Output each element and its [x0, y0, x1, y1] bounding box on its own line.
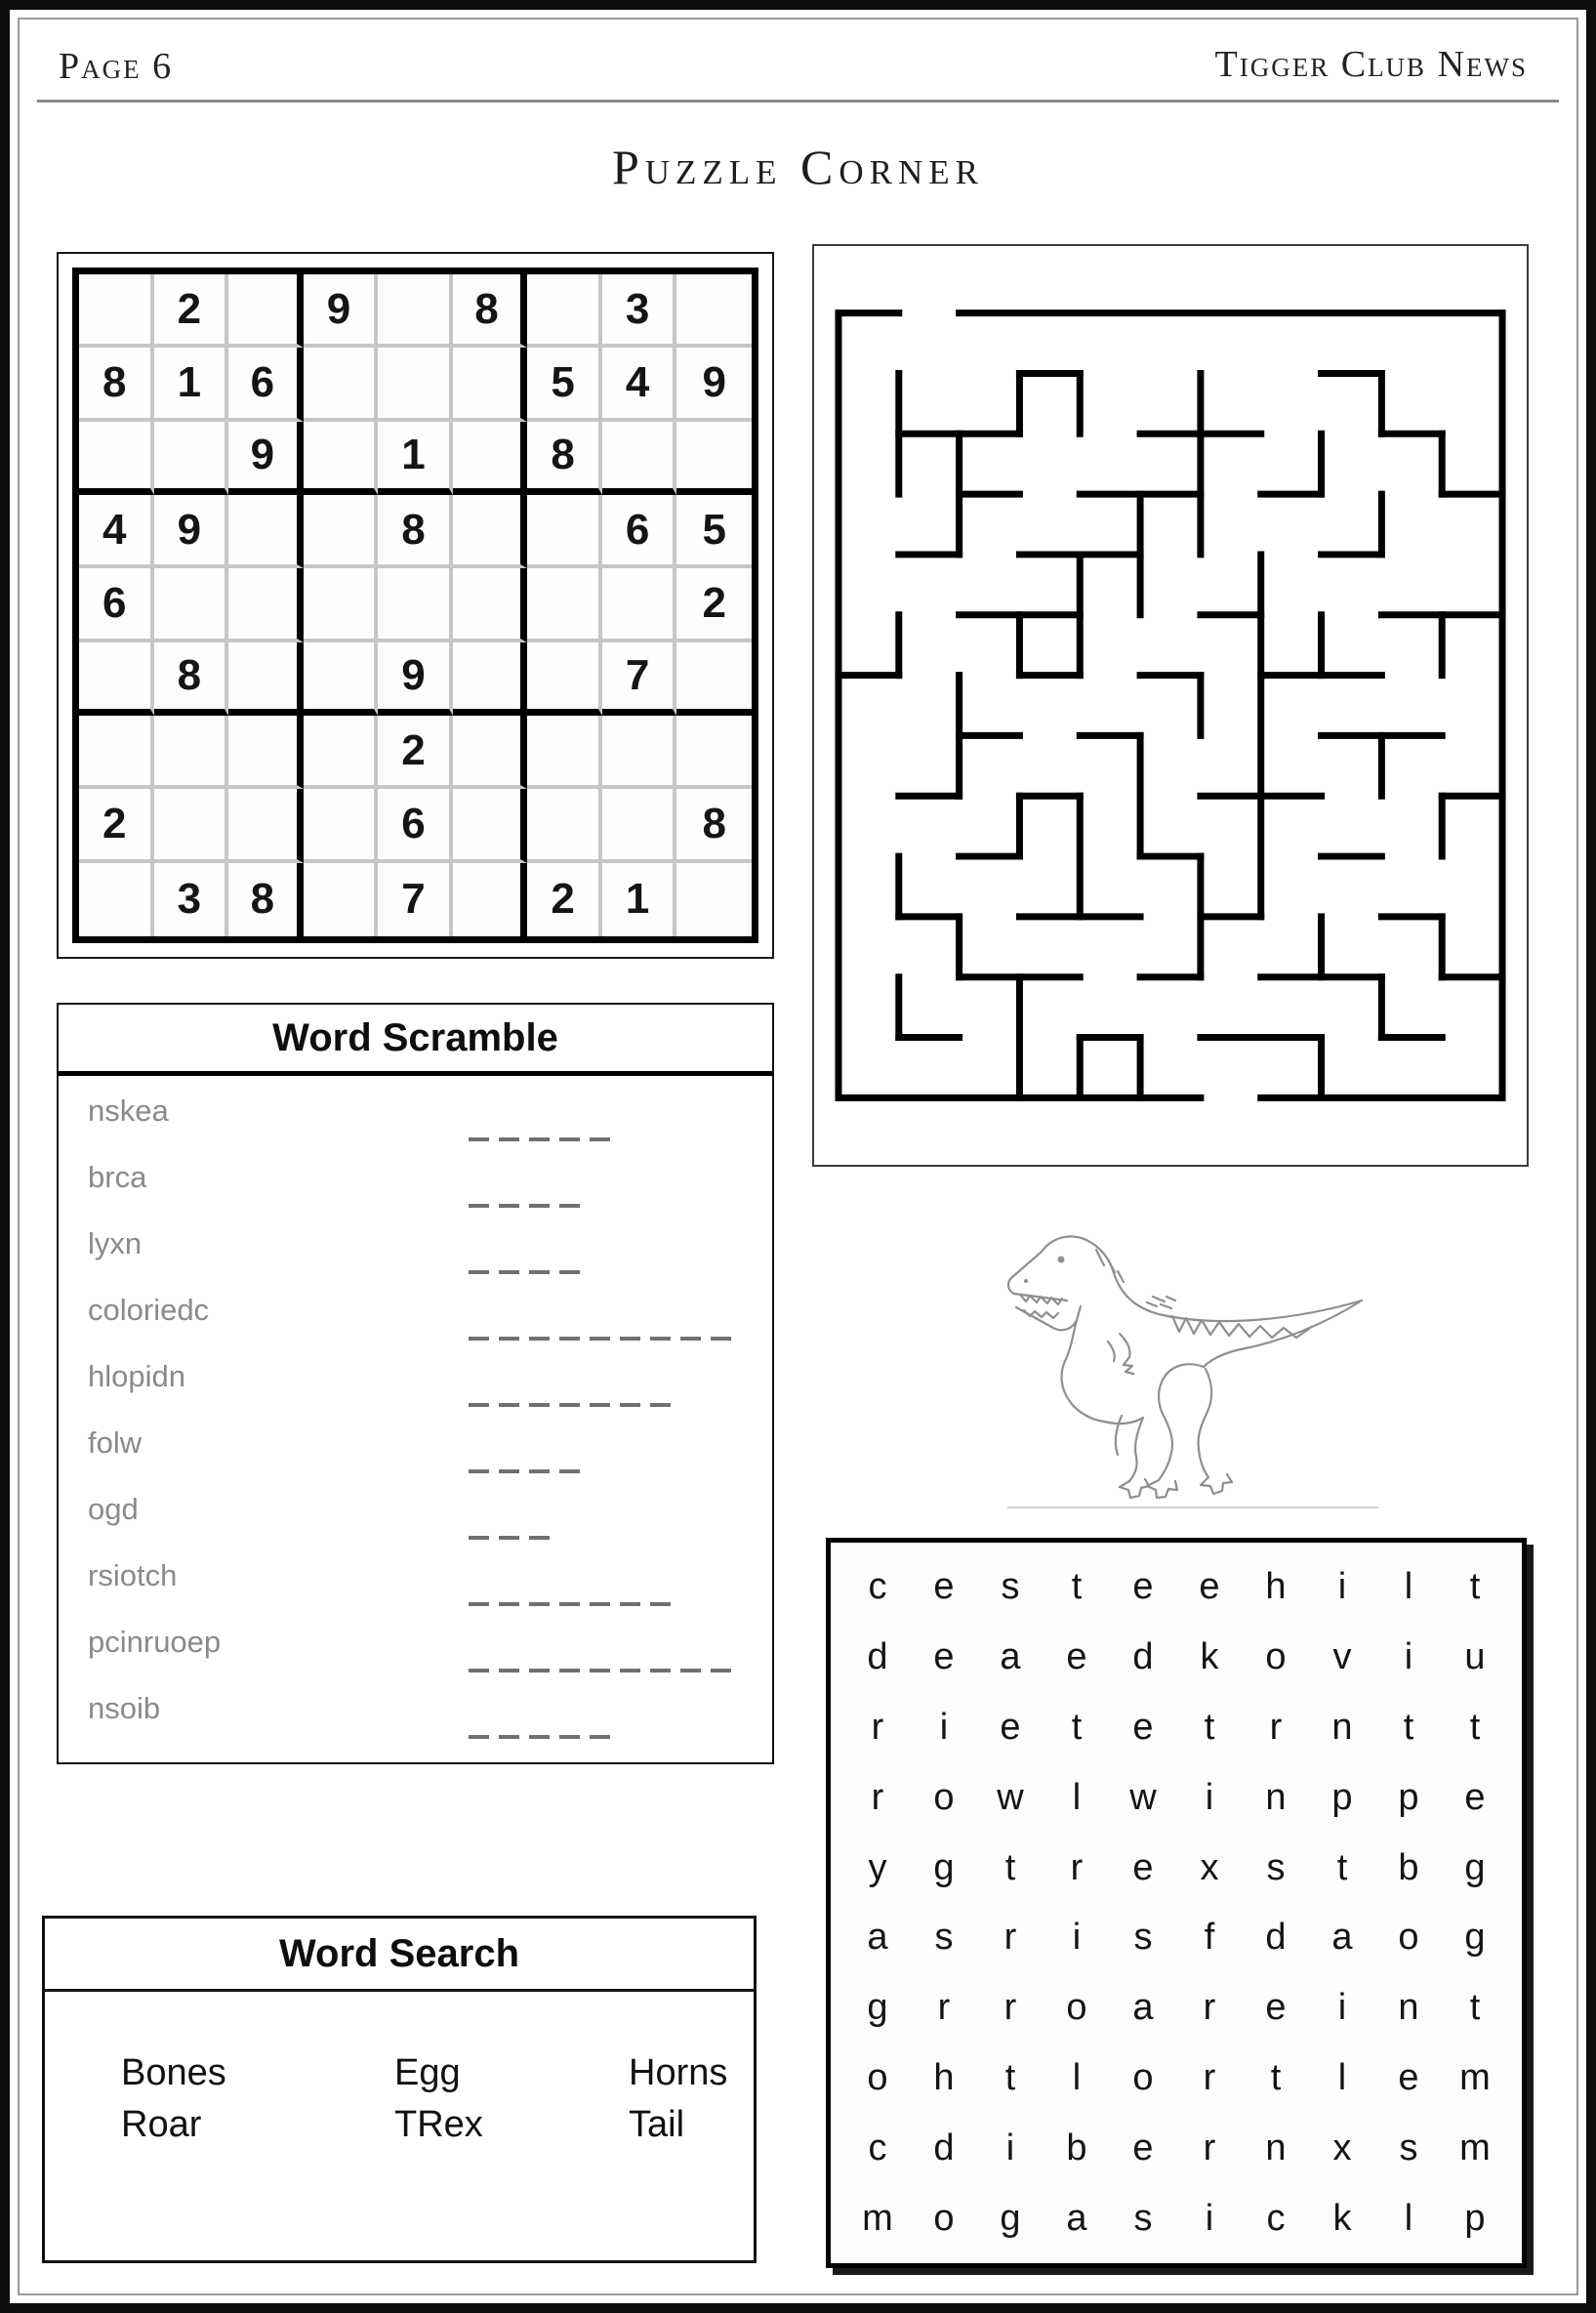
word-search-letter: w	[997, 1776, 1024, 1818]
answer-blank-dash	[499, 1130, 519, 1141]
scrambled-word: nskea	[88, 1094, 169, 1128]
word-search-word: Tail	[629, 2104, 685, 2145]
sudoku-cell: 6	[79, 568, 154, 641]
sudoku-cell	[527, 642, 602, 716]
trex-illustration	[971, 1207, 1381, 1506]
sudoku-cell: 6	[228, 348, 304, 421]
answer-blank-dash	[590, 1329, 610, 1341]
sudoku-cell: 4	[602, 348, 677, 421]
word-search-letter: r	[1203, 1987, 1216, 2029]
answer-blank-dash	[590, 1395, 610, 1407]
word-search-letter: o	[867, 2056, 888, 2098]
word-search-letter: u	[1464, 1636, 1486, 1678]
word-search-letter: e	[1000, 1706, 1021, 1748]
sudoku-cell: 9	[304, 274, 379, 348]
answer-blank-dash	[529, 1594, 550, 1606]
word-search-letter: r	[1203, 2127, 1216, 2168]
header-divider	[37, 100, 1559, 103]
word-search-letter: e	[1265, 1987, 1287, 2029]
word-search-letter: o	[1265, 1636, 1287, 1678]
sudoku-cell: 2	[378, 716, 453, 789]
word-search-letter: p	[1464, 2197, 1486, 2239]
maze-svg	[829, 264, 1512, 1147]
word-search-header	[45, 1919, 754, 1992]
word-search-letter: h	[933, 2056, 955, 2098]
word-search-letter: g	[1464, 1846, 1486, 1888]
word-search-letter: b	[1398, 1846, 1419, 1888]
word-search-letter: a	[1000, 1636, 1021, 1678]
answer-blank-dash	[469, 1196, 489, 1208]
word-search-letter: o	[1398, 1917, 1419, 1959]
sudoku-cell	[453, 789, 528, 862]
word-search-letter: w	[1129, 1776, 1157, 1818]
sudoku-cell	[453, 422, 528, 495]
word-search-letter: m	[1459, 2127, 1491, 2168]
answer-blank-dash	[469, 1462, 489, 1473]
answer-blank-dash	[590, 1594, 610, 1606]
sudoku-cell	[304, 422, 379, 495]
word-search-letter: v	[1332, 1636, 1352, 1678]
word-search-letter: r	[1003, 1987, 1017, 2029]
answer-blank-dash	[711, 1661, 731, 1673]
scrambled-word: nsoib	[88, 1691, 161, 1725]
sudoku-cell: 1	[378, 422, 453, 495]
scrambled-word: lyxn	[88, 1226, 143, 1260]
word-search-letter: n	[1398, 1987, 1419, 2029]
page-number: Page 6	[59, 46, 174, 87]
sudoku-cell: 9	[378, 642, 453, 716]
sudoku-cell	[79, 422, 154, 495]
answer-blank-dash	[590, 1661, 610, 1673]
answer-blank-dash	[469, 1661, 489, 1673]
word-scramble-item	[59, 1486, 772, 1552]
word-search-letter: m	[862, 2197, 893, 2239]
answer-blank-dash	[650, 1395, 671, 1407]
answer-blank-dash	[680, 1329, 701, 1341]
word-search-letter: l	[1404, 2197, 1413, 2239]
answer-blank-dash	[499, 1594, 519, 1606]
answer-blank-dash	[650, 1594, 671, 1606]
sudoku-cell: 2	[676, 568, 752, 641]
answer-blank-dash	[529, 1528, 550, 1540]
answer-blanks	[469, 1726, 620, 1744]
word-search-letter: e	[1132, 1706, 1154, 1748]
word-search-letter: a	[1331, 1917, 1353, 1959]
word-search-letter: d	[1265, 1917, 1287, 1959]
sudoku-cell	[228, 274, 304, 348]
word-search-letter: a	[1132, 1987, 1154, 2029]
scrambled-word: brca	[88, 1160, 147, 1194]
sudoku-cell	[378, 348, 453, 421]
word-search-letter: x	[1200, 1846, 1219, 1888]
answer-blanks	[469, 1129, 620, 1146]
word-search-letter: r	[1003, 1917, 1017, 1959]
word-scramble-title: Word Scramble	[272, 1015, 558, 1059]
word-scramble-item	[59, 1287, 772, 1353]
word-search-title: Word Search	[279, 1931, 519, 1975]
scrambled-word: rsiotch	[88, 1558, 178, 1592]
word-search-letter: h	[1265, 1566, 1287, 1608]
answer-blank-dash	[469, 1528, 489, 1540]
sudoku-cell	[453, 716, 528, 789]
sudoku-cell	[79, 642, 154, 716]
sudoku-cell	[228, 789, 304, 862]
word-search-letter: i	[1005, 2127, 1015, 2168]
answer-blank-dash	[559, 1727, 580, 1739]
word-scramble-item	[59, 1420, 772, 1486]
word-search-letter: e	[1132, 2127, 1154, 2168]
sudoku-cell	[228, 568, 304, 641]
word-search-grid	[826, 1538, 1527, 2268]
sudoku-cell: 8	[154, 642, 229, 716]
sudoku-cell: 2	[527, 863, 602, 936]
word-search-letter: l	[1404, 1566, 1413, 1608]
sudoku-cell	[228, 642, 304, 716]
word-search-letter: i	[1404, 1636, 1413, 1678]
answer-blank-dash	[590, 1130, 610, 1141]
sudoku-cell	[304, 348, 379, 421]
word-search-letter: s	[1001, 1566, 1020, 1608]
word-search-letter: c	[868, 2127, 887, 2168]
answer-blank-dash	[529, 1262, 550, 1274]
answer-blank-dash	[590, 1727, 610, 1739]
sudoku-cell	[378, 568, 453, 641]
sudoku-cell	[453, 863, 528, 936]
sudoku-cell	[378, 274, 453, 348]
word-search-letter: t	[1270, 2056, 1282, 2098]
sudoku-cell	[304, 789, 379, 862]
answer-blanks	[469, 1461, 590, 1478]
word-search-letter: d	[867, 1636, 888, 1678]
sudoku-cell	[228, 716, 304, 789]
word-search-letter: t	[1469, 1706, 1481, 1748]
word-search-letter: f	[1204, 1917, 1215, 1959]
sudoku-cell	[527, 495, 602, 568]
answer-blank-dash	[469, 1329, 489, 1341]
sudoku-cell: 1	[154, 348, 229, 421]
word-search-letter: k	[1332, 2197, 1352, 2239]
sudoku-grid	[72, 268, 758, 943]
sudoku-cell	[527, 568, 602, 641]
dino-divider	[1007, 1507, 1378, 1508]
sudoku-cell	[79, 274, 154, 348]
word-scramble-panel	[57, 1003, 774, 1764]
word-search-letter: t	[1204, 1706, 1215, 1748]
answer-blank-dash	[529, 1329, 550, 1341]
sudoku-cell	[228, 495, 304, 568]
answer-blank-dash	[711, 1329, 731, 1341]
answer-blank-dash	[529, 1395, 550, 1407]
answer-blanks	[469, 1527, 559, 1545]
word-search-word: Horns	[629, 2052, 728, 2093]
sudoku-cell: 8	[527, 422, 602, 495]
word-search-letter: r	[1070, 1846, 1084, 1888]
sudoku-cell: 8	[378, 495, 453, 568]
word-search-letter: t	[1004, 2056, 1016, 2098]
answer-blanks	[469, 1660, 741, 1677]
answer-blank-dash	[529, 1727, 550, 1739]
word-search-letter: i	[1205, 2197, 1214, 2239]
answer-blank-dash	[559, 1262, 580, 1274]
word-scramble-item	[59, 1088, 772, 1154]
answer-blank-dash	[499, 1395, 519, 1407]
answer-blank-dash	[620, 1594, 640, 1606]
answer-blank-dash	[529, 1462, 550, 1473]
sudoku-cell: 9	[676, 348, 752, 421]
word-search-letter: i	[1072, 1917, 1082, 1959]
answer-blanks	[469, 1394, 680, 1412]
word-search-letter: i	[1337, 1987, 1347, 2029]
word-search-letter: t	[1071, 1706, 1083, 1748]
answer-blank-dash	[559, 1462, 580, 1473]
scrambled-word: hlopidn	[88, 1359, 185, 1393]
word-search-letter: e	[933, 1636, 955, 1678]
sudoku-cell	[676, 422, 752, 495]
word-search-letter: x	[1332, 2127, 1352, 2168]
word-scramble-item	[59, 1353, 772, 1420]
sudoku-cell	[602, 716, 677, 789]
sudoku-cell	[602, 789, 677, 862]
word-search-word: TRex	[394, 2104, 483, 2145]
word-scramble-item	[59, 1220, 772, 1287]
word-search-letter: p	[1331, 1776, 1353, 1818]
word-search-word-list	[45, 1992, 754, 2146]
word-search-letter: m	[1459, 2056, 1491, 2098]
word-search-letter: e	[1199, 1566, 1220, 1608]
word-search-letter: t	[1469, 1987, 1481, 2029]
sudoku-cell: 6	[602, 495, 677, 568]
answer-blank-dash	[620, 1395, 640, 1407]
sudoku-cell: 9	[228, 422, 304, 495]
word-search-letter: y	[868, 1846, 887, 1888]
answer-blanks	[469, 1261, 590, 1279]
word-search-letter: g	[867, 1987, 888, 2029]
word-scramble-item	[59, 1685, 772, 1752]
sudoku-cell	[453, 642, 528, 716]
sudoku-cell: 2	[154, 274, 229, 348]
sudoku-cell	[304, 642, 379, 716]
answer-blanks	[469, 1328, 741, 1345]
answer-blank-dash	[529, 1661, 550, 1673]
answer-blank-dash	[499, 1462, 519, 1473]
word-scramble-item	[59, 1619, 772, 1685]
sudoku-cell	[676, 716, 752, 789]
answer-blank-dash	[499, 1661, 519, 1673]
word-search-letter: c	[1266, 2197, 1286, 2239]
sudoku-cell	[154, 568, 229, 641]
answer-blank-dash	[559, 1130, 580, 1141]
word-search-letter: t	[1469, 1566, 1481, 1608]
word-scramble-header	[59, 1005, 772, 1076]
word-search-letter: g	[1000, 2197, 1021, 2239]
answer-blank-dash	[650, 1329, 671, 1341]
word-search-letter: e	[1464, 1776, 1486, 1818]
word-search-letter: d	[933, 2127, 955, 2168]
word-search-letter: s	[934, 1917, 954, 1959]
sudoku-cell	[602, 422, 677, 495]
word-search-letter: o	[1066, 1987, 1087, 2029]
sudoku-cell: 3	[154, 863, 229, 936]
sudoku-cell	[453, 348, 528, 421]
word-search-letter: e	[933, 1566, 955, 1608]
answer-blank-dash	[529, 1130, 550, 1141]
sudoku-cell: 2	[79, 789, 154, 862]
word-search-letter: l	[1072, 1776, 1082, 1818]
answer-blank-dash	[529, 1196, 550, 1208]
word-search-letter: r	[1269, 1706, 1283, 1748]
word-search-letter: l	[1337, 2056, 1347, 2098]
sudoku-cell: 5	[676, 495, 752, 568]
scrambled-word: folw	[88, 1425, 143, 1460]
sudoku-cell	[304, 716, 379, 789]
answer-blank-dash	[469, 1262, 489, 1274]
answer-blank-dash	[499, 1196, 519, 1208]
sudoku-cell: 8	[79, 348, 154, 421]
word-search-letter: k	[1200, 1636, 1219, 1678]
sudoku-cell	[154, 789, 229, 862]
word-search-letter: n	[1331, 1706, 1353, 1748]
answer-blank-dash	[559, 1196, 580, 1208]
word-search-letter: n	[1265, 1776, 1287, 1818]
page-title: Puzzle Corner	[611, 140, 985, 194]
answer-blanks	[469, 1593, 680, 1611]
word-search-letter: e	[1132, 1566, 1154, 1608]
word-search-letter: t	[1071, 1566, 1083, 1608]
sudoku-cell: 9	[154, 495, 229, 568]
word-search-letter: i	[939, 1706, 949, 1748]
sudoku-cell: 3	[602, 274, 677, 348]
sudoku-cell	[676, 863, 752, 936]
word-search-letter: t	[1004, 1846, 1016, 1888]
word-scramble-item	[59, 1154, 772, 1220]
sudoku-cell	[527, 789, 602, 862]
word-search-letter: g	[933, 1846, 955, 1888]
sudoku-cell	[304, 568, 379, 641]
sudoku-puzzle	[57, 252, 774, 959]
word-search-letter: e	[1066, 1636, 1087, 1678]
sudoku-cell	[602, 568, 677, 641]
answer-blank-dash	[499, 1528, 519, 1540]
sudoku-cell: 4	[79, 495, 154, 568]
word-search-letter: b	[1066, 2127, 1087, 2168]
word-search-letter: r	[871, 1706, 884, 1748]
answer-blank-dash	[469, 1727, 489, 1739]
word-search-panel	[42, 1916, 757, 2263]
word-search-letter: d	[1132, 1636, 1154, 1678]
sudoku-cell: 8	[228, 863, 304, 936]
sudoku-cell: 1	[602, 863, 677, 936]
answer-blank-dash	[559, 1661, 580, 1673]
word-search-letter: o	[933, 1776, 955, 1818]
word-search-letter: l	[1072, 2056, 1082, 2098]
sudoku-cell: 6	[378, 789, 453, 862]
sudoku-cell	[676, 642, 752, 716]
word-search-letter: e	[1398, 2056, 1419, 2098]
sudoku-cell	[79, 716, 154, 789]
word-search-word: Egg	[394, 2052, 461, 2093]
answer-blank-dash	[499, 1727, 519, 1739]
answer-blank-dash	[559, 1594, 580, 1606]
sudoku-cell	[304, 863, 379, 936]
word-search-letter: c	[868, 1566, 887, 1608]
sudoku-cell	[304, 495, 379, 568]
sudoku-cell: 8	[453, 274, 528, 348]
word-scramble-item	[59, 1552, 772, 1619]
answer-blank-dash	[680, 1661, 701, 1673]
sudoku-cell	[453, 495, 528, 568]
word-search-letter: a	[1066, 2197, 1087, 2239]
answer-blank-dash	[620, 1661, 640, 1673]
sudoku-cell	[79, 863, 154, 936]
answer-blank-dash	[469, 1594, 489, 1606]
sudoku-cell	[154, 716, 229, 789]
sudoku-cell: 8	[676, 789, 752, 862]
scrambled-word: ogd	[88, 1492, 139, 1526]
sudoku-cell	[527, 274, 602, 348]
sudoku-cell	[676, 274, 752, 348]
answer-blank-dash	[499, 1329, 519, 1341]
word-search-letter: o	[933, 2197, 955, 2239]
scrambled-word: coloriedc	[88, 1293, 210, 1327]
answer-blank-dash	[469, 1130, 489, 1141]
answer-blank-dash	[650, 1661, 671, 1673]
sudoku-cell	[527, 716, 602, 789]
answer-blank-dash	[559, 1395, 580, 1407]
word-search-letter: s	[1133, 2197, 1153, 2239]
sudoku-cell: 7	[378, 863, 453, 936]
word-search-letter: r	[1203, 2056, 1216, 2098]
word-search-letter: t	[1403, 1706, 1414, 1748]
word-search-letter: r	[937, 1987, 951, 2029]
sudoku-cell	[453, 568, 528, 641]
word-search-letter: p	[1398, 1776, 1419, 1818]
word-search-letter: s	[1399, 2127, 1418, 2168]
maze-puzzle	[812, 244, 1529, 1167]
word-search-letter: o	[1132, 2056, 1154, 2098]
word-search-letter: i	[1337, 1566, 1347, 1608]
word-search-letter: a	[867, 1917, 888, 1959]
word-search-letter: s	[1133, 1917, 1153, 1959]
masthead-title: Tigger Club News	[1214, 44, 1528, 85]
scrambled-word: pcinruoep	[88, 1625, 222, 1659]
sudoku-cell: 5	[527, 348, 602, 421]
word-search-letter: s	[1266, 1846, 1286, 1888]
word-search-letter: g	[1464, 1917, 1486, 1959]
word-search-letter: i	[1205, 1776, 1214, 1818]
word-search-letter: e	[1132, 1846, 1154, 1888]
word-search-word: Bones	[121, 2052, 226, 2093]
word-search-word: Roar	[121, 2104, 202, 2145]
word-search-letter: t	[1336, 1846, 1348, 1888]
sudoku-cell	[154, 422, 229, 495]
answer-blank-dash	[499, 1262, 519, 1274]
word-search-letter: n	[1265, 2127, 1287, 2168]
sudoku-cell: 7	[602, 642, 677, 716]
answer-blank-dash	[620, 1329, 640, 1341]
answer-blank-dash	[469, 1395, 489, 1407]
answer-blank-dash	[559, 1329, 580, 1341]
word-search-letter: r	[871, 1776, 884, 1818]
answer-blanks	[469, 1195, 590, 1213]
word-scramble-list	[59, 1076, 772, 1752]
